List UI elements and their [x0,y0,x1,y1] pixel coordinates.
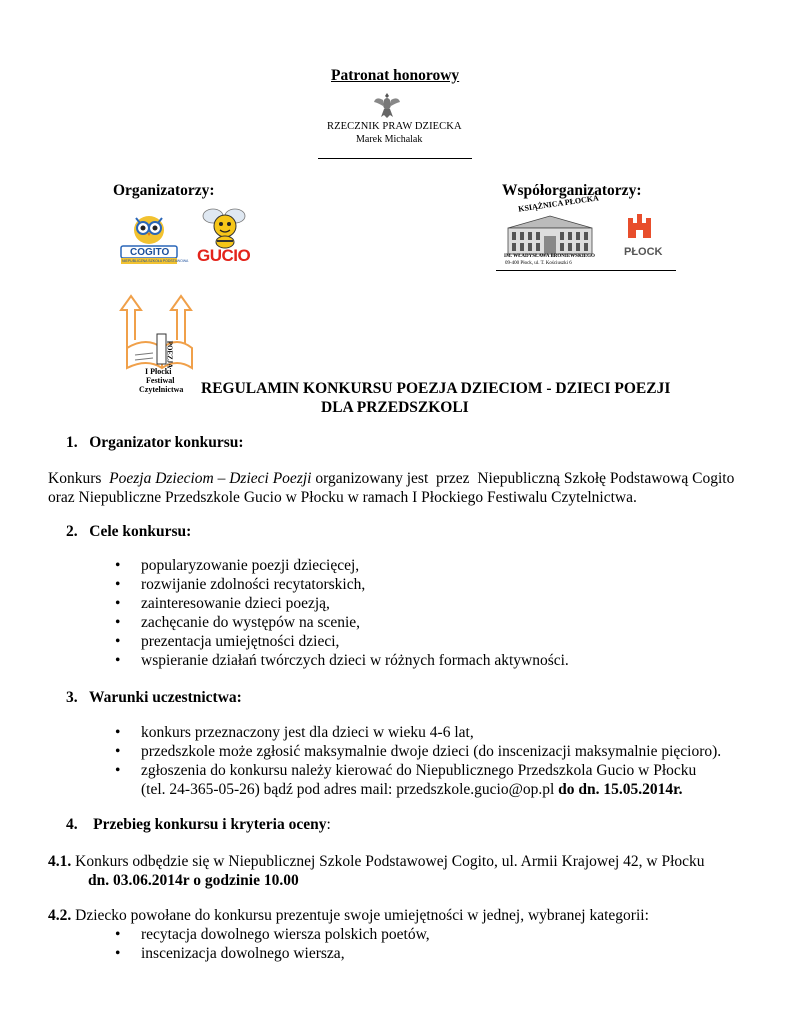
festival-line-2: Festiwal [146,376,175,385]
registration-contact: (tel. 24-365-05-26) bądź pod adres mail: przedszkole.gucio@op.pl do dn. 15.05.2014r. [141,781,683,798]
plock-logo [622,208,662,264]
festival-book-text: POEZJA [165,340,174,369]
list-item: • prezentacja umiejętności dzieci, [141,632,569,651]
categories-list [141,925,430,963]
paragraph-4-1: 4.1. Konkurs odbędzie się w Niepublicznej Szkole Podstawowej Cogito, ul. Armii Krajowej 42, w Płocku [48,853,705,870]
registration-deadline: do dn. 15.05.2014r. [558,781,683,798]
list-item: • zgłoszenia do konkursu należy kierować do Niepublicznego Przedszkola Gucio w Płocku [141,761,721,780]
list-item: • konkurs przeznaczony jest dla dzieci w wieku 4-6 lat, [141,723,721,742]
list-item: • zachęcanie do występów na scenie, [141,613,569,632]
section-2-heading: 2. Cele konkursu: [66,523,192,540]
document-title-line-2: DLA PRZEDSZKOLI [321,399,469,416]
document-title-line-1: REGULAMIN KONKURSU POEZJA DZIECIOM - DZIECI POEZJI [201,380,671,397]
library-patron: IM. WŁADYSŁAWA BRONIEWSKIEGO [504,254,595,259]
logos-divider [496,270,676,271]
eagle-emblem-icon [372,90,402,120]
festival-logo [115,290,205,396]
coorganizers-label: Współorganizatorzy: [502,182,642,199]
section-4-heading: 4. Przebieg konkursu i kryteria oceny: [66,816,331,833]
list-item: • inscenizacja dowolnego wiersza, [141,944,430,963]
festival-line-1: I Płocki [145,367,172,376]
patronage-divider [318,158,472,159]
castle-icon [622,208,662,240]
list-item: • zainteresowanie dzieci poezją, [141,594,569,613]
section-1-paragraph: Konkurs Poezja Dzieciom – Dzieci Poezji organizowany jest przez Niepubliczną Szkołę Podstawową Cogito [48,470,735,487]
organizers-label: Organizatorzy: [113,182,215,199]
library-name-arc: KSIĄŻNICA PŁOCKA [517,193,600,214]
paragraph-4-2: 4.2. Dziecko powołane do konkursu prezentuje swoje umiejętności w jednej, wybranej kategorii: [48,907,649,924]
cogito-logo-subtext: NIEPUBLICZNA SZKOŁA PODSTAWOWA [122,259,189,263]
gucio-logo [195,204,255,268]
section-1-paragraph-line-2: oraz Niepubliczne Przedszkole Gucio w Płocku w ramach I Płockiego Festiwalu Czytelnictwa. [48,489,637,506]
plock-logo-text: PŁOCK [624,246,663,258]
goals-list [141,556,569,670]
patron-org: RZECZNIK PRAW DZIECKA [327,121,462,132]
cogito-logo-text: COGITO [130,247,170,258]
list-item: • popularyzowanie poezji dziecięcej, [141,556,569,575]
list-item: • wspieranie działań twórczych dzieci w różnych formach aktywności. [141,651,569,670]
library-address: 09-400 Płock, ul. T. Kościuszki 6 [505,261,572,266]
patron-name: Marek Michalak [356,134,423,145]
library-logo [500,193,600,270]
conditions-list [141,723,721,780]
contest-date: dn. 03.06.2014r o godzinie 10.00 [88,872,299,889]
patronage-title: Patronat honorowy [331,67,460,84]
contest-name: Poezja Dzieciom – Dzieci Poezji [109,470,312,487]
list-item: • recytacja dowolnego wiersza polskich poetów, [141,925,430,944]
cogito-logo [118,212,189,266]
list-item: • rozwijanie zdolności recytatorskich, [141,575,569,594]
festival-line-3: Czytelnictwa [139,385,184,394]
list-item: • przedszkole może zgłosić maksymalnie dwoje dzieci (do inscenizacji maksymalnie pięcioro). [141,742,721,761]
gucio-logo-text: GUCIO [197,246,251,265]
section-3-heading: 3. Warunki uczestnictwa: [66,689,242,706]
section-1-heading: 1. Organizator konkursu: [66,434,244,451]
